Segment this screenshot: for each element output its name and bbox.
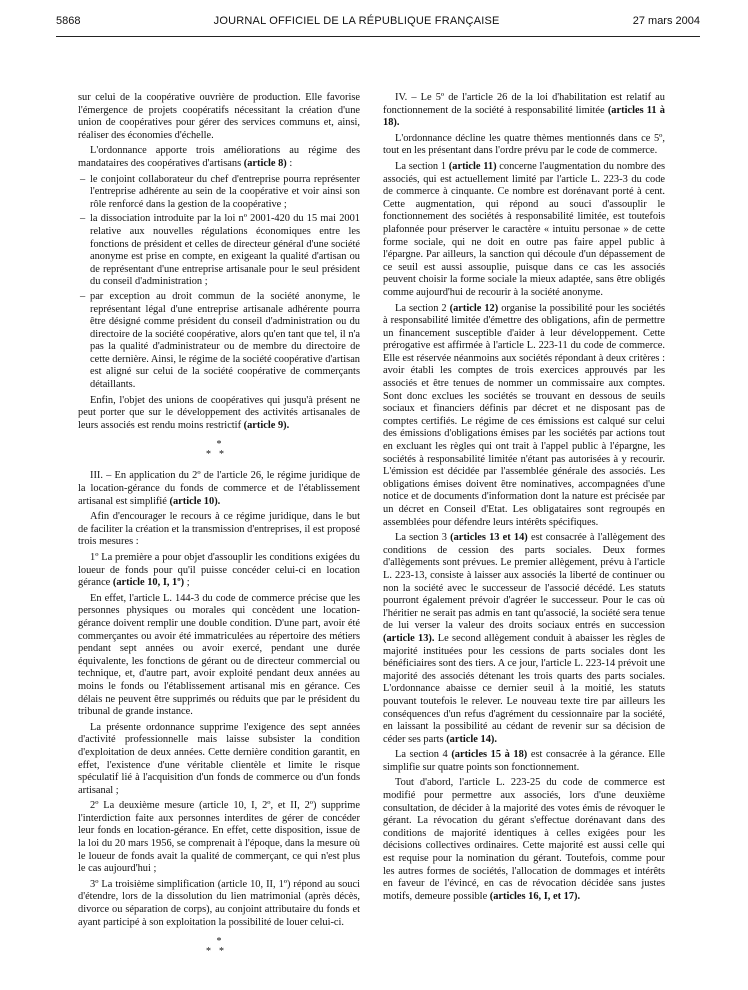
issue-date: 27 mars 2004 <box>632 15 700 27</box>
list-item: – la dissociation introduite par la loi nº 2001-420 du 15 mai 2001 relative aux nouvelles régulations économiques entre les fonctions de président et celles de directeur général d'une société anonyme est prise en compte, en exigeant la qualité d'artisan ou de représentant d'une entreprise artisanale pour le seul président du conseil d'administration ; <box>78 213 360 289</box>
paragraph: 2º La deuxième mesure (article 10, I, 2º, et II, 2º) supprime l'interdiction faite aux personnes interdites de gérer de concéder leur fonds en location-gérance. En effet, cette disposition, issue de la loi du 20 mars 1956, se comprenait à l'époque, dans la mesure où le loueur de fonds avait la qualité de commerçant, ce qui n'est plus le cas aujourd'hui ; <box>78 800 360 875</box>
paragraph: L'ordonnance décline les quatre thèmes mentionnés dans ce 5º, tout en les présentant dans l'ordre prévu par le code de commerce. <box>383 132 665 157</box>
paragraph: L'ordonnance apporte trois améliorations au régime des mandataires des coopératives d'artisans (article 8) : <box>78 145 360 169</box>
end-separator: * ** <box>206 936 232 958</box>
bullet-list <box>78 174 360 392</box>
paragraph: sur celui de la coopérative ouvrière de production. Elle favorise l'émergence de projets coopératifs nécessitant la création d'une union de coopératives pour gérer des services communs et, ainsi, réaliser des économies d'échelle. <box>78 92 360 141</box>
paragraph: III. – En application du 2º de l'article 26, le régime juridique de la location-gérance du fonds de commerce et de l'établissement artisanal est simplifié (article 10). <box>78 470 360 507</box>
page-header <box>56 12 700 30</box>
section-separator: * ** <box>206 439 232 461</box>
left-column <box>78 92 360 967</box>
paragraph: IV. – Le 5º de l'article 26 de la loi d'habilitation est relatif au fonctionnement de la société à responsabilité limitée (articles 11 à 18). <box>383 92 665 129</box>
paragraph: La section 1 (article 11) concerne l'augmentation du nombre des associés, qui est actuellement limité par l'article L. 223-3 du code de commerce à cinquante. Ce nombre est dorénavant porté à cent. Cette augmentation, qui répond au souci d'assouplir le fonctionnement des sociétés à responsabilité limitée, est toutefois plafonnée pour préserver le caractère « intuitu personae » de cette forme sociale, qui ne doit en outre pas faire appel public à l'épargne. Par ailleurs, la sanction qui découle d'un dépassement de ce seuil est aussi assouplie, puisque dans ce cas les associés peuvent choisir la forme sociale la mieux adaptée, sans être obligés comme aujourd'hui de recourir à la société anonyme. <box>383 160 666 298</box>
list-item: – par exception au droit commun de la société anonyme, le représentant légal d'une entreprise artisanale adhérente pourra être désigné comme président du conseil d'administration ou du directoire de la société coopérative, alors qu'en tant que tel, il n'a pas la qualité d'administrateur ou de membre du directoire de cette dernière. Ainsi, le régime de la société coopérative d'artisan est aligné sur celui de la société coopérative de commerçants détaillants. <box>78 291 360 392</box>
list-item: – le conjoint collaborateur du chef d'entreprise pourra représenter l'entreprise adhérente au sein de la coopérative et voir ainsi son rôle renforcé dans la gestion de la coopérative ; <box>78 174 360 212</box>
header-rule <box>56 36 700 37</box>
paragraph: Tout d'abord, l'article L. 223-25 du code de commerce est modifié pour permettre aux associés, lors d'une deuxième consultation, de décider à la majorité des votes émis de révoquer le gérant. La révocation du gérant s'effectue dorénavant dans des conditions de majorité identiques à celles exigées pour les décisions collectives ordinaires. Cette majorité est aussi celle qui est requise pour la nomination du gérant. Toutefois, comme pour les autres formes de sociétés, l'allocation de dommages et intérêts en faveur de l'évincé, en cas de révocation décidée sans justes motifs, demeure possible (articles 16, I, et 17). <box>383 777 665 902</box>
paragraph: La section 2 (article 12) organise la possibilité pour les sociétés à responsabilité limitée d'émettre des obligations, afin de permettre un financement susceptible d'aider à leur développement. Cette prérogative est affirmée à l'article L. 223-11 du code de commerce. Elle est réservée néanmoins aux sociétés répondant à deux critères : avoir établi les comptes de trois exercices approuvés par les associés et être tenues de nommer un commissaire aux comptes. Sont donc exclues les sociétés se trouvant en dessous de seuils sociaux et financiers définis par décret et ne disposant pas de comptes certifiés. Le régime de ces émissions est calqué sur celui des émissions d'obligations émises par les sociétés par actions tout en excluant les règles qui ont trait à l'appel public à l'épargne, les sociétés à responsabilité limitée n'étant pas autorisées à y recourir. L'émission est décidée par l'assemblée générale des associés. Les obligations émises doivent être nominatives, accompagnées d'une notice et de documents d'information dont la nature est précisée par un décret en Conseil d'Etat. Les obligataires sont regroupés en assemblées pour défendre leurs intérêts spécifiques. <box>383 302 665 528</box>
paragraph: La présente ordonnance supprime l'exigence des sept années d'activité professionnelle mais laisse subsister la condition d'exploitation de deux années. Cette dernière condition garantit, en effet, l'existence d'une véritable clientèle et limite le risque spéculatif lié à l'acquisition d'un fonds de commerce ou d'un fonds artisanal ; <box>78 721 360 796</box>
paragraph: Afin d'encourager le recours à ce régime juridique, dans le but de faciliter la création et la transmission d'entreprises, il est proposé trois mesures : <box>78 511 360 548</box>
paragraph: 1º La première a pour objet d'assouplir les conditions exigées du loueur de fonds pour qu'il puisse concéder celui-ci en location gérance (article 10, I, 1º) ; <box>78 552 360 589</box>
paragraph: Enfin, l'objet des unions de coopératives qui jusqu'à présent ne peut porter que sur le développement des activités artisanales de leurs associés est rendu moins restrictif (article 9). <box>78 394 360 431</box>
paragraph: La section 3 (articles 13 et 14) est consacrée à l'allègement des conditions de cession des parts sociales. Deux formes d'allègements sont prévues. Le premier allègement, prévu à l'article L. 223-13, consiste à laisser aux associés la liberté de continuer ou non la société avec le successeur de l'associé décédé. Les statuts pourront également prévoir d'agréer le successeur. Pour le cas où l'héritier ne serait pas admis en tant qu'associé, la société sera tenue de lui verser la valeur des droits sociaux entrés en succession (article 13). Le second allègement conduit à abaisser les règles de majorité instituées pour les cessions de parts sociales dont les bénéficiaires sont des tiers. A ce jour, l'article L. 223-14 prévoit une majorité des associés détenant les trois quarts des parts sociales. L'ordonnance abaisse ce dernier seuil à la moitié, les statuts pouvant toutefois le relever. Le nouveau texte tire par ailleurs les conséquences d'un refus d'agrément du cessionnaire par la société, en laissant la possibilité au cédant de revenir sur sa décision de céder ses parts (article 14). <box>383 532 665 745</box>
paragraph: 3º La troisième simplification (article 10, II, 1º) répond au souci d'étendre, lors de la dissolution du lien matrimonial (après décès, divorce ou séparation de corps), au conjoint attributaire du fonds et ayant participé à son exploitation la possibilité de louer celui-ci. <box>78 878 360 928</box>
page-number: 5868 <box>56 15 81 27</box>
right-column <box>383 92 665 906</box>
journal-title: JOURNAL OFFICIEL DE LA RÉPUBLIQUE FRANÇAISE <box>213 15 500 27</box>
paragraph: La section 4 (articles 15 à 18) est consacrée à la gérance. Elle simplifie sur quatre points son fonctionnement. <box>383 749 665 773</box>
paragraph: En effet, l'article L. 144-3 du code de commerce précise que les personnes physiques ou morales qui concèdent une location-gérance doivent remplir une double condition. D'une part, avoir été commerçantes ou avoir été immatriculées au répertoire des métiers pendant sept années ou avoir exercé, pendant une durée équivalente, les fonctions de gérant ou de directeur commercial ou technique, et, d'autre part, avoir exploité pendant deux années au moins le fonds ou l'établissement artisanal mis en gérance. Ces délais ne peuvent être supprimés ou réduits que par le président du tribunal de grande instance. <box>78 592 360 718</box>
